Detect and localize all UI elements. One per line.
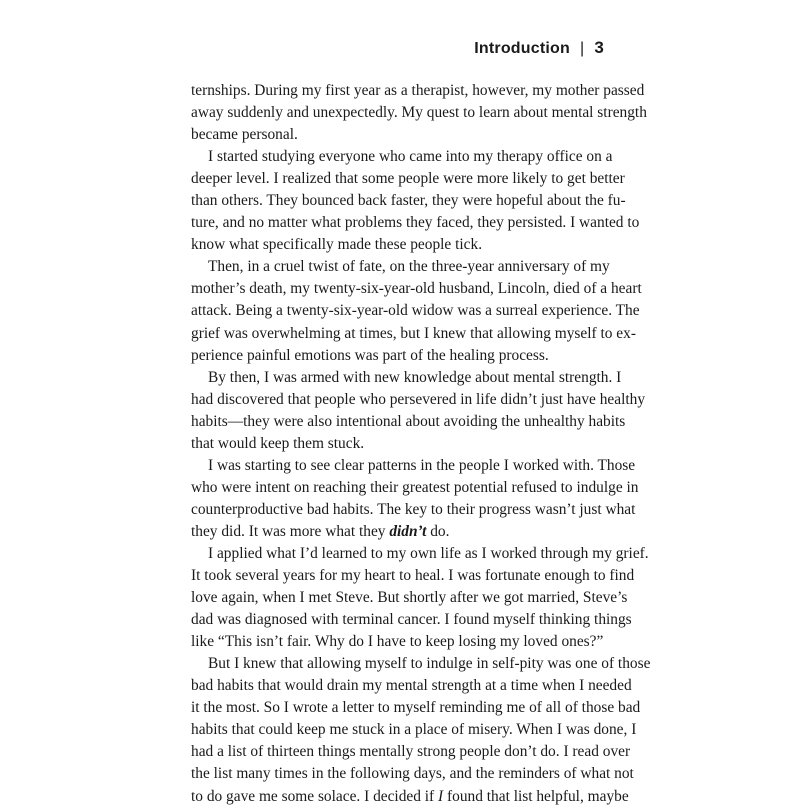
section-title: Introduction xyxy=(474,40,570,57)
text-line: that would keep them stuck. xyxy=(191,434,365,452)
text-line: dad was diagnosed with terminal cancer. I found myself thinking things xyxy=(191,611,632,629)
text-line: But I knew that allowing myself to indulge in self-pity was one of those xyxy=(208,655,651,673)
page-number: 3 xyxy=(594,38,604,57)
text-run: they did. It was more what they xyxy=(191,522,390,540)
text-line: had a list of thirteen things mentally strong people don’t do. I read over xyxy=(191,743,631,761)
text-line: know what specifically made these people tick. xyxy=(191,236,483,254)
text-line: bad habits that would drain my mental strength at a time when I needed xyxy=(191,677,632,695)
body-text xyxy=(191,80,651,808)
emphasis-text: didn’t xyxy=(389,522,427,540)
text-line xyxy=(191,521,607,543)
text-line: habits that could keep me stuck in a place of misery. When I was done, I xyxy=(191,721,637,739)
text-line: ture, and no matter what problems they faced, they persisted. I wanted to xyxy=(191,214,640,232)
text-line: perience painful emotions was part of the healing process. xyxy=(191,346,549,364)
text-line: grief was overwhelming at times, but I knew that allowing myself to ex- xyxy=(191,324,636,342)
running-header xyxy=(474,38,604,58)
emphasis-text: I xyxy=(438,787,444,805)
text-line: mother’s death, my twenty-six-year-old husband, Lincoln, died of a heart xyxy=(191,280,642,298)
text-line: had discovered that people who persevered in life didn’t just have healthy xyxy=(191,390,646,408)
text-run: to do gave me some solace. I decided if xyxy=(191,787,439,805)
text-line: than others. They bounced back faster, they were hopeful about the fu- xyxy=(191,192,626,210)
text-line: I was starting to see clear patterns in the people I worked with. Those xyxy=(208,456,636,474)
text-line: like “This isn’t fair. Why do I have to keep losing my loved ones?” xyxy=(191,633,604,651)
text-line: who were intent on reaching their greatest potential refused to indulge in xyxy=(191,478,639,496)
text-run: do. xyxy=(426,522,450,540)
text-line: the list many times in the following days, and the reminders of what not xyxy=(191,765,634,783)
text-line: became personal. xyxy=(191,126,298,144)
text-line: I started studying everyone who came into my therapy office on a xyxy=(208,148,613,166)
text-line xyxy=(191,786,629,808)
text-line: Then, in a cruel twist of fate, on the three-year anniversary of my xyxy=(208,258,610,276)
text-line: deeper level. I realized that some people were more likely to get better xyxy=(191,170,625,188)
text-run: found that list helpful, maybe xyxy=(443,787,629,805)
text-line: It took several years for my heart to heal. I was fortunate enough to find xyxy=(191,567,635,585)
text-line: counterproductive bad habits. The key to their progress wasn’t just what xyxy=(191,500,636,518)
text-line: attack. Being a twenty-six-year-old widow was a surreal experience. The xyxy=(191,302,640,320)
text-line: ternships. During my first year as a therapist, however, my mother passed xyxy=(191,82,645,99)
text-line: habits—they were also intentional about avoiding the unhealthy habits xyxy=(191,412,626,430)
header-separator: | xyxy=(579,40,585,57)
text-line: By then, I was armed with new knowledge about mental strength. I xyxy=(208,368,622,386)
text-line: love again, when I met Steve. But shortly after we got married, Steve’s xyxy=(191,589,628,607)
text-line: it the most. So I wrote a letter to myself reminding me of all of those bad xyxy=(191,699,641,717)
text-line: I applied what I’d learned to my own life as I worked through my grief. xyxy=(208,544,649,562)
text-line: away suddenly and unexpectedly. My quest to learn about mental strength xyxy=(191,104,647,122)
